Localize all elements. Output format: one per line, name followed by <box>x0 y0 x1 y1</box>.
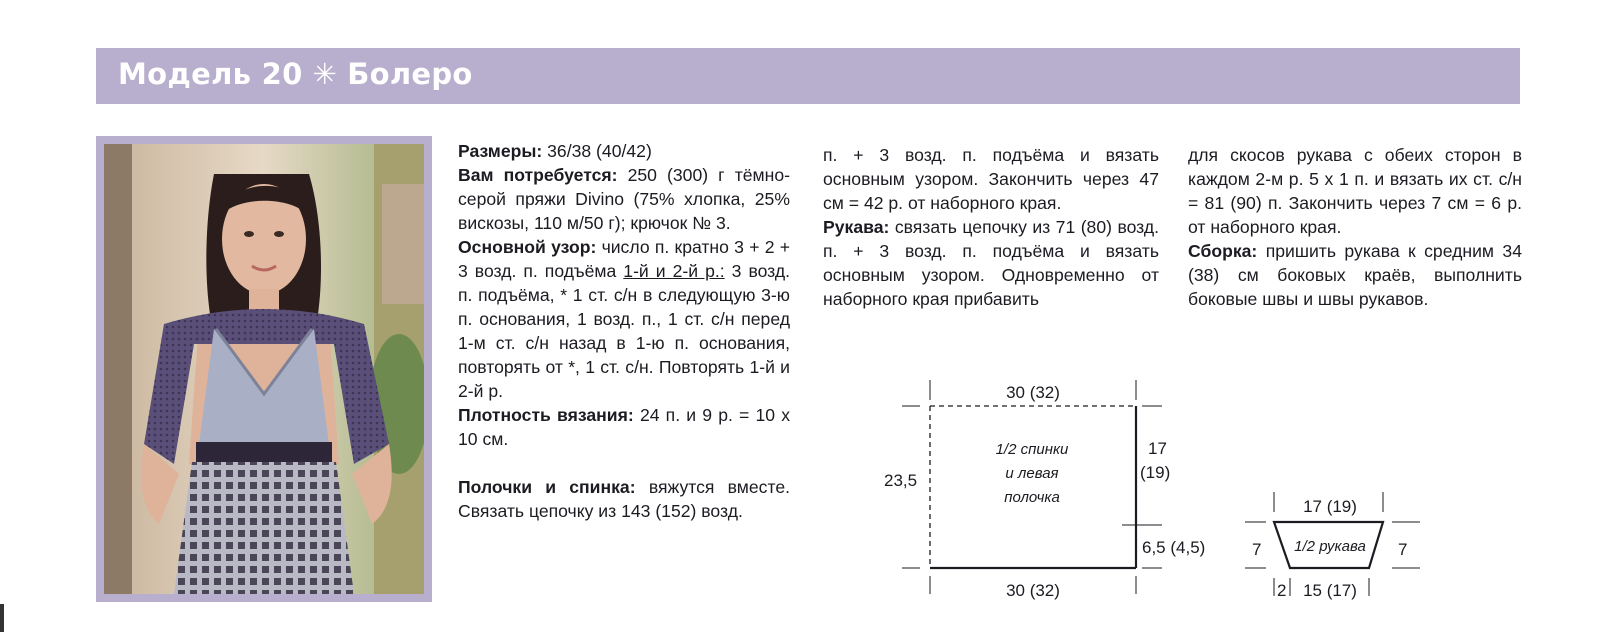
sleeve-height-right: 7 <box>1398 540 1408 559</box>
model-photo-image <box>104 144 424 594</box>
model-number: Модель 20 <box>118 57 303 91</box>
pattern-diagram <box>870 370 1470 620</box>
sleeve-width-bottom: 15 (17) <box>1303 581 1357 600</box>
star-icon: ✳ <box>312 57 338 91</box>
pattern-value-a: число п. кратно 3 + 2 + 3 возд. п. подъёма <box>458 237 791 281</box>
density-label: Плотность вязания: <box>458 405 634 425</box>
pattern-diagram-svg <box>870 370 1470 620</box>
materials-value: 250 (300) г тёмно-серой пряжи Divino (75% хлопка, 25% вискозы, 110 м/50 г); крючок № 3. <box>458 165 790 233</box>
scan-edge-mark <box>0 604 4 632</box>
pattern-value-b: 3 возд. п. подъёма, * 1 ст. с/н в следующую 3-ю п. основания, 1 возд. п., 1 ст. с/н перед 1-м ст. с/н назад в 1-ю п. основания, повторять от *, 1 ст. с/н. Повторять 1-й и 2-й р. <box>458 261 791 401</box>
fronts-label: Полочки и спинка: <box>458 477 636 497</box>
body-label-2: и левая <box>1005 465 1059 482</box>
body-width-top: 30 (32) <box>1006 383 1060 402</box>
sizes-label: Размеры: <box>458 141 543 161</box>
text-column-2 <box>823 143 1159 311</box>
body-height: 23,5 <box>884 471 918 490</box>
body-width-bottom: 30 (32) <box>1006 581 1060 600</box>
density-value: 24 п. и 9 р. = 10 х 10 см. <box>458 405 790 449</box>
text-column-3 <box>1188 143 1522 311</box>
fronts-value: вяжутся вместе. Связать цепочку из 143 (152) возд. <box>458 477 791 521</box>
title-banner <box>96 48 1520 104</box>
assembly-value: пришить рукава к средним 34 (38) см боковых краёв, выполнить боковые швы и швы рукавов. <box>1188 241 1523 309</box>
pattern-rows: 1-й и 2-й р.: <box>623 261 725 281</box>
col2-continuation: п. + 3 возд. п. подъёма и вязать основным узором. Закончить через 47 см = 42 р. от наборного края. <box>823 145 1159 213</box>
side-seam-height: 6,5 (4,5) <box>1142 538 1206 557</box>
sleeve-height-left: 7 <box>1252 540 1262 559</box>
sleeves-value: связать цепочку из 71 (80) возд. п. + 3 возд. п. подъёма и вязать основным узором. Одновременно от наборного края прибавить <box>823 217 1160 309</box>
col3-continuation: для скосов рукава с обеих сторон в каждом 2-м р. 5 х 1 п. и вязать их ст. с/н = 81 (90) п. Закончить через 7 см = 6 р. от наборного края. <box>1188 145 1522 237</box>
sleeve-slope: 2 <box>1277 581 1287 600</box>
armhole-height-a: 17 <box>1148 439 1167 458</box>
body-label-1: 1/2 спинки <box>995 441 1069 458</box>
materials-label: Вам потребуется: <box>458 165 618 185</box>
text-column-1 <box>458 139 790 523</box>
sizes-value: 36/38 (40/42) <box>547 141 652 161</box>
pattern-label: Основной узор: <box>458 237 597 257</box>
page-title <box>118 57 473 91</box>
model-photo <box>96 136 432 602</box>
model-title: Болеро <box>347 57 473 91</box>
sleeve-label: 1/2 рукава <box>1294 538 1366 555</box>
body-label-3: полочка <box>1004 489 1060 506</box>
sleeve-width-top: 17 (19) <box>1303 497 1357 516</box>
sleeves-label: Рукава: <box>823 217 890 237</box>
assembly-label: Сборка: <box>1188 241 1258 261</box>
armhole-height-b: (19) <box>1140 463 1171 482</box>
